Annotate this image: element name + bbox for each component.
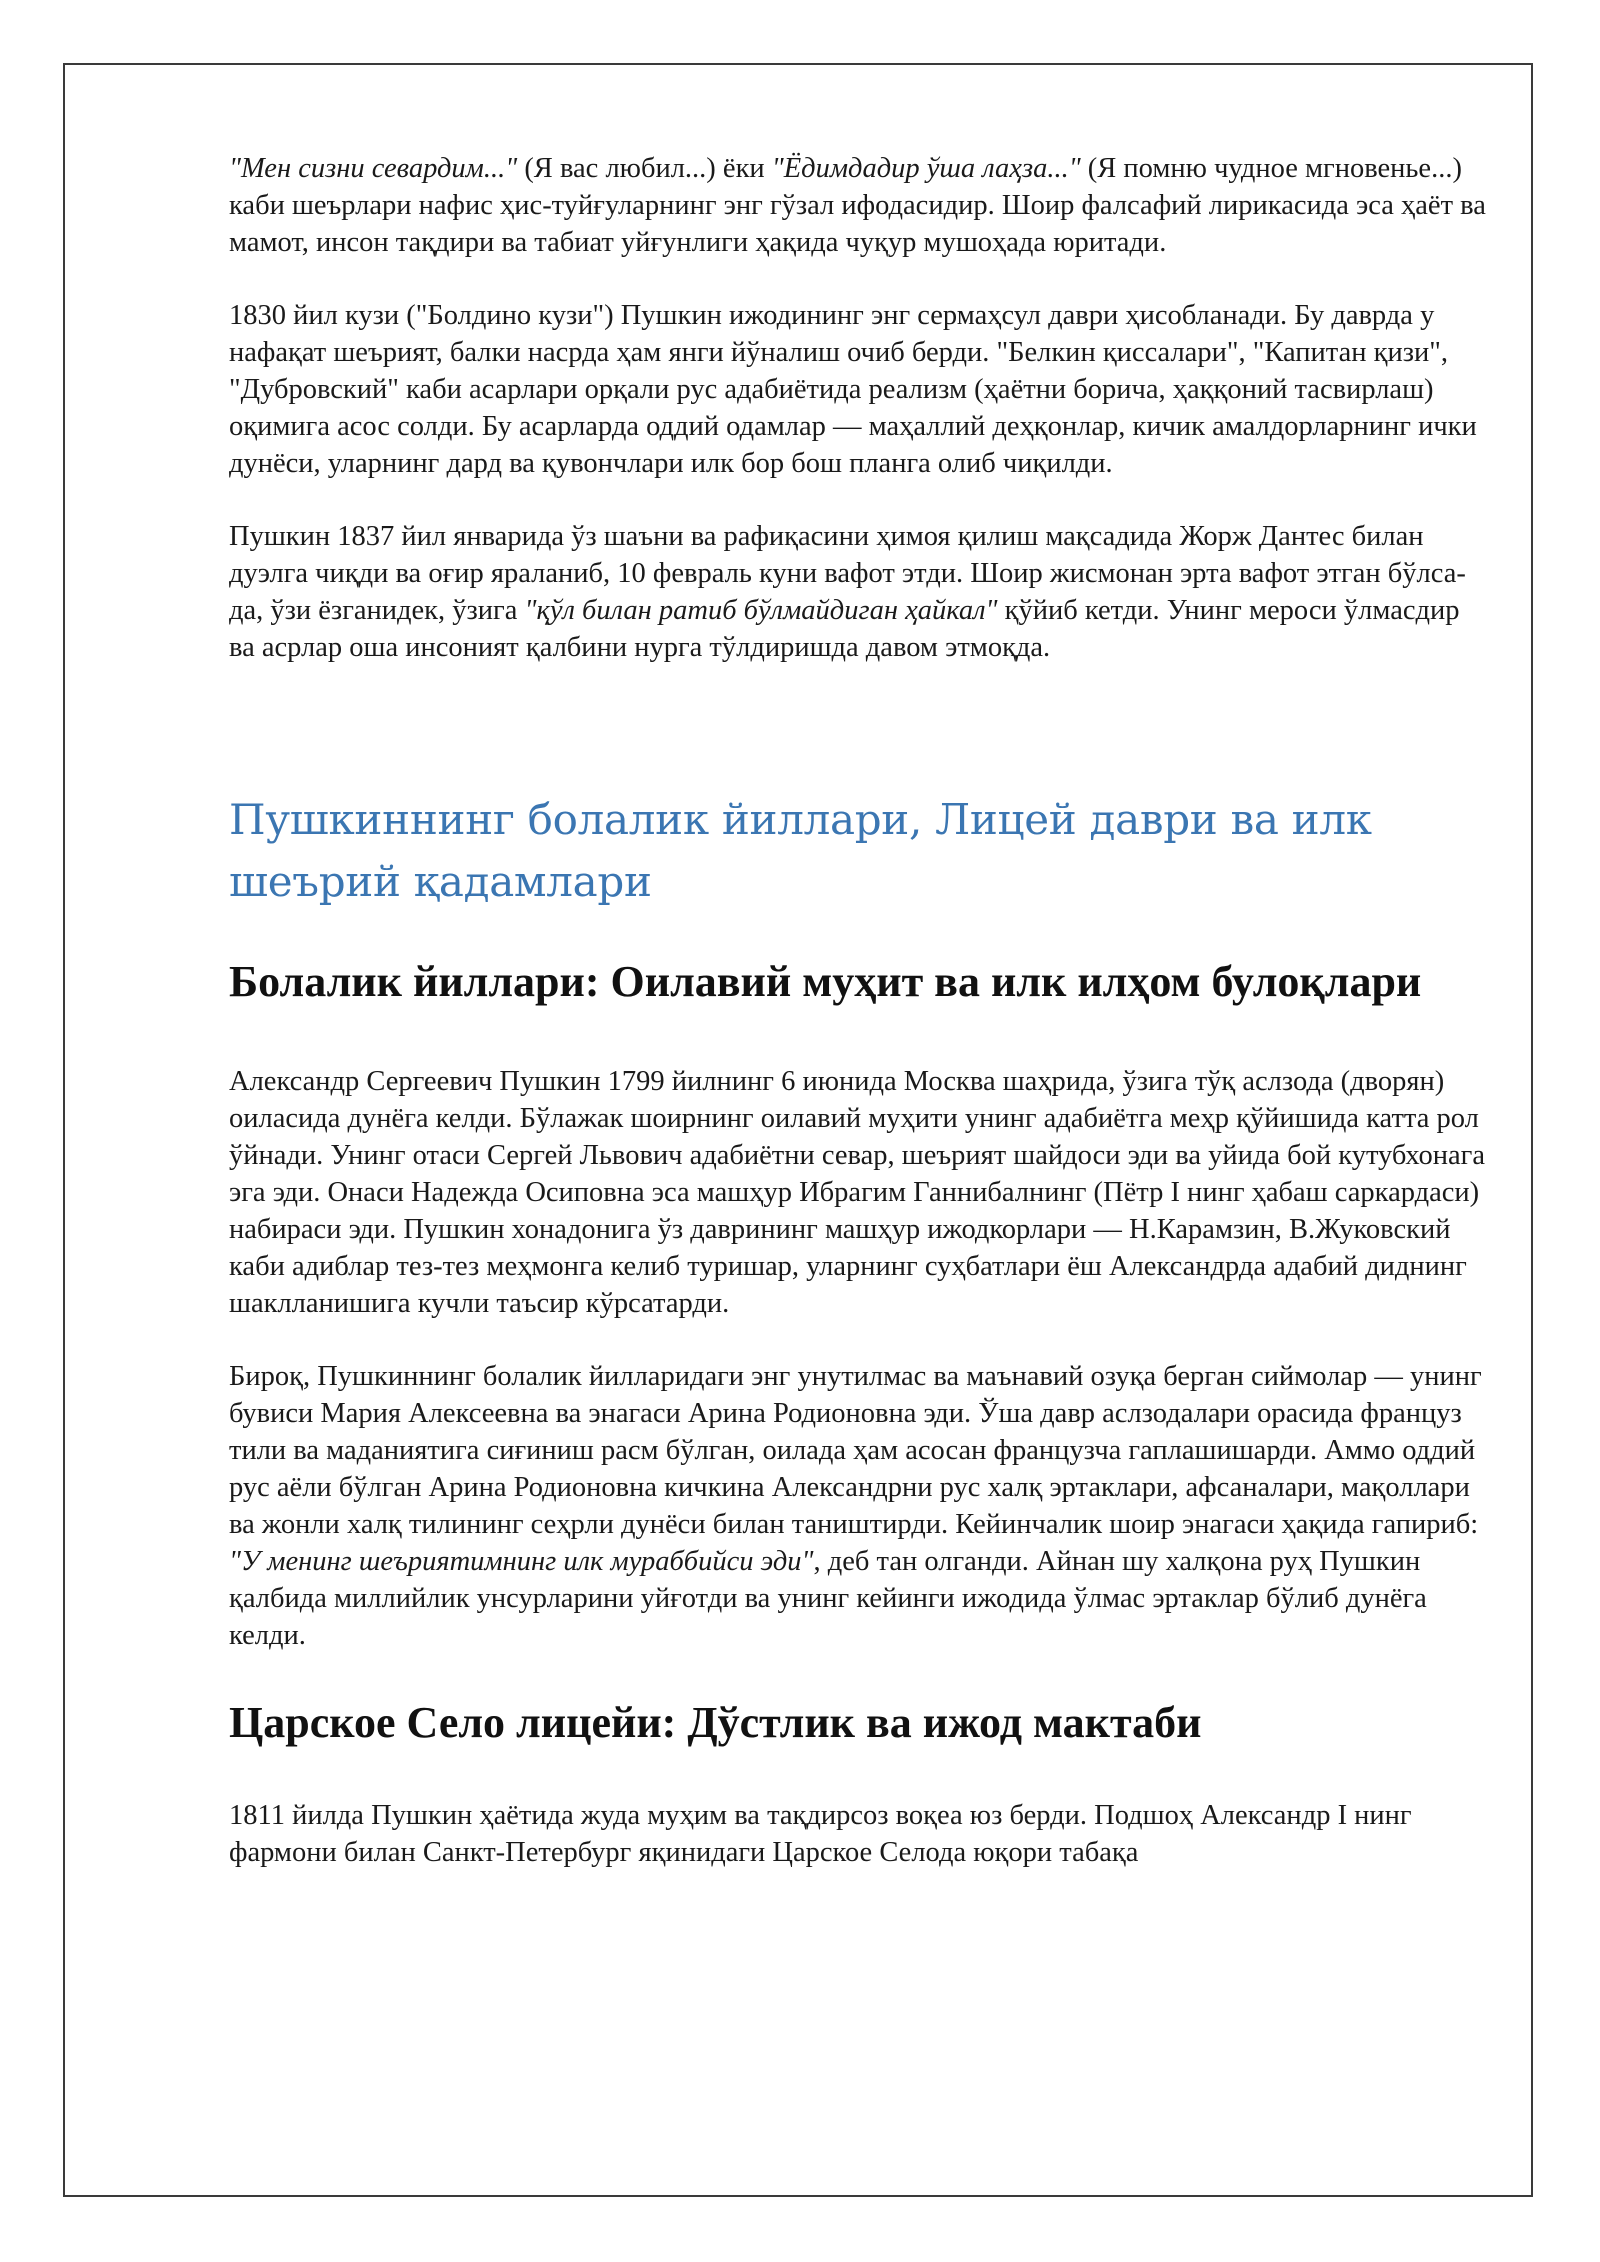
text-run: (Я вас любил...) ёки [517, 153, 772, 184]
paragraph-birth: Александр Сергеевич Пушкин 1799 йилнинг 6 июнида Москва шаҳрида, ўзига тўқ аслзода (дворян) оиласида дунёга келди. Бўлажак шоирнинг оилавий муҳити унинг адабиётга меҳр қўйишида катта рол ўйнади. Унинг отаси Сергей Львович адабиётни севар, шеърият шайдоси эди ва уйида бой кутубхонага эга эди. Онаси Надежда Осиповна эса машҳур Ибрагим Ганнибалнинг (Пётр I нинг ҳабаш саркардаси) набираси эди. Пушкин хонадонига ўз даврининг машҳур ижодкорлари — Н.Карамзин, В.Жуковский каби адиблар тез-тез меҳмонга келиб туришар, уларнинг суҳбатлари ёш Александрда адабий диднинг шаклланишига кучли таъсир кўрсатарди. [229, 1066, 1485, 1319]
text-run: Пушкин 1837 йил январида ўз шаъни ва рафиқасини ҳимоя қилиш мақсадида Жорж Дантес билан дуэлга чиқди ва оғир яраланиб, 10 февраль куни вафот этди. Шоир жисмонан эрта вафот этган бўлса-да, ўзи ёзганидек, ўзига [229, 521, 1466, 626]
text-run: , деб тан олганди. Айнан шу халқона руҳ Пушкин қалбида миллийлик унсурларини уйғотди ва унинг кейинги ижодида ўлмас эртаклар бўлиб дунёга келди. [229, 1546, 1427, 1651]
text-run: Бироқ, Пушкиннинг болалик йилларидаги энг унутилмас ва маънавий озуқа берган сиймолар — унинг бувиси Мария Алексеевна ва энагаси Арина Родионовна эди. Ўша давр аслзодалари орасида француз тили ва маданиятига сиғиниш расм бўлган, оилада ҳам асосан французча гаплашишарди. Аммо оддий рус аёли бўлган Арина Родионовна кичкина Александрни рус халқ эртаклари, афсаналари, мақоллари ва жонли халқ тилининг сеҳрли дунёси билан таништирди. Кейинчалик шоир энагаси ҳақида гапириб: [229, 1361, 1482, 1540]
paragraph-boldino: 1830 йил кузи ("Болдино кузи") Пушкин ижодининг энг сермаҳсул даври ҳисобланади. Бу даврда у нафақат шеърият, балки насрда ҳам янги йўналиш очиб берди. "Белкин қиссалари", "Капитан қизи", "Дубровский" каби асарлари орқали рус адабиётида реализм (ҳаётни борича, ҳаққоний тасвирлаш) оқимига асос солди. Бу асарларда оддий одамлар — маҳаллий деҳқонлар, кичик амалдорларнинг ички дунёси, уларнинг дард ва қувончлари илк бор бош планга олиб чиқилди. [229, 300, 1477, 479]
paragraph-death [229, 518, 1491, 666]
paragraph-nanny [229, 1358, 1491, 1654]
section-heading: Пушкиннинг болалик йиллари, Лицей даври ва илк шеърий қадамлари [229, 795, 1372, 906]
quote-text: "Ёдимдадир ўша лаҳза..." [771, 153, 1081, 184]
text-run: (Я помню чудное мгновенье...) каби шеърлари нафис ҳис-туйғуларнинг энг гўзал ифодасидир. Шоир фалсафий лирикасида эса ҳаёт ва мамот, инсон тақдири ва табиат уйғунлиги ҳақида чуқур мушоҳада юритади. [229, 153, 1486, 258]
subsection-heading-lyceum: Царское Село лицейи: Дўстлик ва ижод мактаби [229, 1698, 1202, 1747]
document-content [229, 150, 1491, 1871]
paragraph-lyrics [229, 150, 1491, 261]
quote-text: "Мен сизни севардим..." [229, 153, 518, 184]
quote-text: "қўл билан ратиб бўлмайдиган ҳайкал" [524, 595, 998, 626]
quote-text: "У менинг шеъриятимнинг илк мураббийси эди" [229, 1546, 814, 1577]
text-run: қўйиб кетди. Унинг мероси ўлмасдир ва асрлар оша инсоният қалбини нурга тўлдиришда давом этмоқда. [229, 595, 1460, 663]
subsection-heading-childhood: Болалик йиллари: Оилавий муҳит ва илк илҳом булоқлари [229, 957, 1422, 1006]
paragraph-lyceum: 1811 йилда Пушкин ҳаётида жуда муҳим ва тақдирсоз воқеа юз берди. Подшоҳ Александр I нинг фармони билан Санкт-Петербург яқинидаги Царское Селода юқори табақа [229, 1800, 1412, 1868]
